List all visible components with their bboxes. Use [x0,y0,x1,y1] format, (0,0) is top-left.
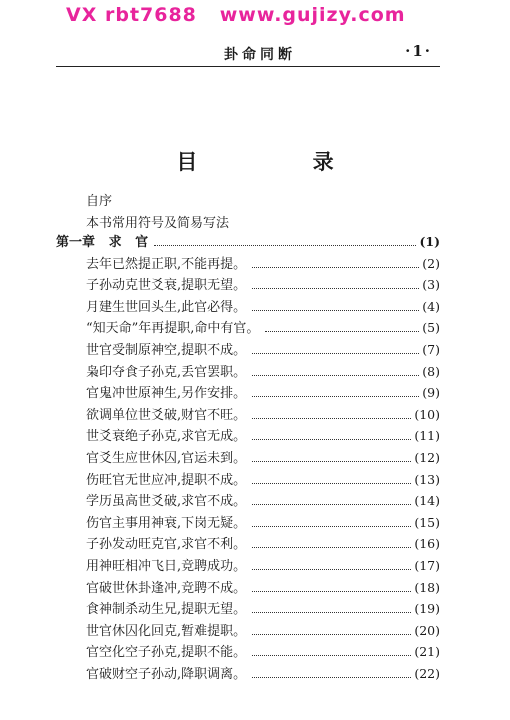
entry-text: 学历虽高世爻破,求官不成。 [86,494,247,510]
entry-text: “知天命”年再提职,命中有官。 [86,321,260,337]
toc-entry [86,470,440,490]
entry-page: (3) [422,277,440,293]
entry-text: 月建生世回头生,此官必得。 [86,299,247,315]
entry-page: (18) [414,579,440,595]
dot-leader [252,266,419,268]
dot-leader [252,460,411,462]
entry-page: (21) [414,644,440,660]
chapter-page: (1) [419,234,440,249]
entry-page: (13) [414,471,440,487]
entry-text: 伤旺官无世应冲,提职不成。 [86,472,247,488]
entry-text: 世爻衰绝子孙克,求官无成。 [86,429,247,445]
toc-entry [86,664,440,684]
page-number: ·1· [405,42,432,60]
dot-leader [252,417,411,419]
entry-text: 官破世休卦逢冲,竞聘不成。 [86,580,247,596]
dot-leader [252,654,411,656]
entry-text: 子孙动克世爻衰,提职无望。 [86,278,247,294]
toc-entry [86,426,440,446]
dot-leader [252,352,419,354]
entry-page: (4) [422,298,440,314]
dot-leader [252,611,411,613]
entry-text: 伤官主事用神衰,下岗无疑。 [86,515,247,531]
dot-leader [252,503,411,505]
entry-text: 去年已然提正职,不能再提。 [86,256,247,272]
toc-entry [86,491,440,511]
dot-leader [252,438,411,440]
watermark-text: VX rbt7688 www.gujizy.com [66,4,406,26]
front-matter-preface: 自序 [86,194,113,209]
toc-entry [86,556,440,576]
toc-entry [86,340,440,360]
entry-text: 欲调单位世爻破,财官不旺。 [86,407,247,423]
dot-leader [252,633,411,635]
entry-page: (17) [414,558,440,573]
dot-leader [252,287,419,289]
entry-page: (22) [414,666,440,681]
entry-page: (11) [414,428,440,444]
dot-leader [252,590,411,592]
entry-text: 官爻生应世休囚,官运未到。 [86,451,247,466]
entry-text: 枭印夺食子孙克,丢官罢职。 [86,364,247,380]
toc-entry [86,405,440,425]
toc-entry [86,275,440,295]
entry-page: (9) [422,385,440,401]
entry-page: (19) [414,601,440,617]
dot-leader [252,374,419,376]
entry-page: (2) [422,255,440,271]
toc-entry [86,534,440,554]
entry-page: (5) [422,320,440,336]
entry-text: 食神制杀动生兄,提职无望。 [86,602,247,618]
entry-page: (10) [414,406,440,422]
toc-entry [86,383,440,403]
dot-leader [252,525,411,527]
entry-page: (15) [414,514,440,530]
dot-leader [252,309,419,311]
entry-text: 官空化空子孙克,提职不能。 [86,645,247,661]
dot-leader [252,568,411,570]
toc-entry [86,513,440,533]
entry-text: 官破财空子孙动,降职调离。 [86,667,247,682]
dot-leader [252,676,411,678]
entry-text: 子孙发动旺克官,求官不利。 [86,537,247,553]
toc-entry [86,578,440,598]
entry-page: (8) [422,363,440,379]
entry-page: (14) [414,493,440,509]
entry-text: 世官休囚化回克,暂难提职。 [86,623,247,639]
toc-entry [86,642,440,662]
entry-page: (20) [414,622,440,638]
dot-leader [265,330,419,332]
entry-page: (16) [414,536,440,552]
entry-page: (12) [414,450,440,465]
entry-text: 世官受制原神空,提职不成。 [86,343,247,358]
dot-leader [252,395,419,397]
running-head [56,40,440,67]
front-matter-symbols: 本书常用符号及简易写法 [86,216,230,231]
toc-entry [86,297,440,317]
entry-page: (7) [422,342,440,357]
dot-leader [154,244,416,246]
toc-entry [86,599,440,619]
chapter-label: 第一章 求 官 [56,235,149,250]
toc-entry [86,362,440,382]
dot-leader [252,546,411,548]
entry-text: 用神旺相冲飞日,竞聘成功。 [86,559,247,574]
entry-text: 官鬼冲世原神生,另作安排。 [86,386,247,402]
dot-leader [252,482,411,484]
toc-entry [86,254,440,274]
chapter-row [56,232,440,252]
book-title: 卦命同断 [224,47,296,63]
toc-entry [86,621,440,641]
toc-entry [86,318,440,338]
toc-entry [86,448,440,468]
toc-title: 目 录 [176,149,388,174]
